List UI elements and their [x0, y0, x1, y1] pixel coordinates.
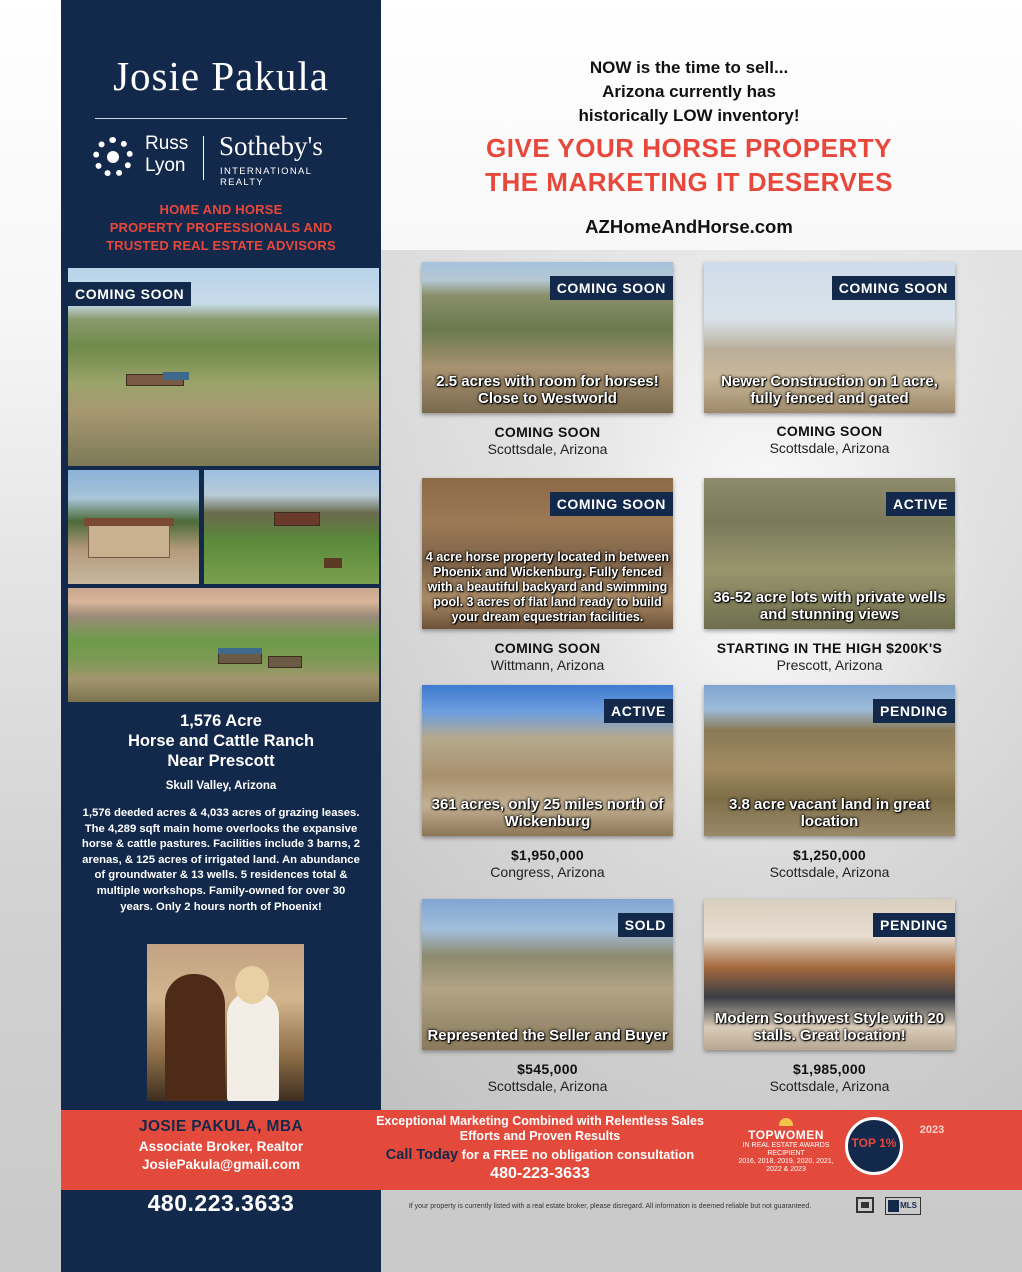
brand-russ-lyon: Russ Lyon [145, 133, 189, 176]
listing-price: $1,950,000 [510, 847, 585, 863]
status-badge: COMING SOON [550, 276, 673, 300]
listing-card-5[interactable] [422, 685, 673, 836]
equal-housing-icon [856, 1197, 874, 1213]
featured-title: 1,576 Acre Horse and Cattle Ranch Near Prescott [127, 712, 315, 770]
status-badge: ACTIVE [886, 492, 955, 516]
listing-caption: Modern Southwest Style with 20 stalls. Great location! [714, 1010, 945, 1044]
barn-roof-shape [84, 518, 174, 526]
listing-city: Prescott, Arizona [776, 657, 883, 673]
pasture-house-shape [274, 512, 320, 526]
listing-price: $1,250,000 [792, 847, 867, 863]
divider [95, 118, 347, 119]
status-badge: PENDING [873, 913, 955, 937]
featured-location: Skull Valley, Arizona [165, 780, 277, 792]
listing-city: Scottsdale, Arizona [487, 441, 608, 457]
listing-city: Scottsdale, Arizona [487, 1078, 608, 1094]
listing-city: Scottsdale, Arizona [769, 864, 890, 880]
listing-caption: 36-52 acre lots with private wells and stunning views [713, 589, 946, 623]
featured-description: 1,576 deeded acres & 4,033 acres of grazing leases. The 4,289 sqft main home overlooks the expansive horse & cattle pastures. Facilities include 3 barns, 2 arenas, & 125 acres of irrigated land. An abundance of groundwater & 13 wells. 5 residences total & multiple workshops. Family-owned for over 30 years. Only 2 hours north of Phoenix! [81, 807, 361, 913]
listing-card-6[interactable] [704, 685, 955, 836]
agent-tagline: HOME AND HORSE PROPERTY PROFESSIONALS AND TRUSTED REAL ESTATE ADVISORS [106, 202, 336, 253]
brokerage-logo [93, 131, 353, 188]
ranch-barn-photo[interactable] [68, 470, 199, 584]
sun-icon [779, 1118, 793, 1126]
listing-city: Wittmann, Arizona [490, 657, 605, 673]
listing-caption: Represented the Seller and Buyer [427, 1027, 668, 1044]
headline-main: GIVE YOUR HORSE PROPERTY THE MARKETING IT DESERVES [485, 133, 893, 197]
award-2023-badge: 2023 [919, 1124, 945, 1136]
status-badge: ACTIVE [604, 699, 673, 723]
featured-ranch-photo[interactable] [68, 268, 379, 466]
listing-caption: 3.8 acre vacant land in great location [729, 796, 930, 830]
agent-photo [147, 944, 304, 1101]
top-1-percent-seal-icon: TOP 1% [845, 1117, 903, 1175]
footer-agent-title: Associate Broker, Realtor [138, 1139, 304, 1154]
footer-agent-name: JOSIE PAKULA, MBA [138, 1118, 304, 1135]
listing-status: COMING SOON [494, 640, 601, 656]
listing-card-1[interactable] [422, 262, 673, 413]
listing-status: COMING SOON [494, 424, 601, 440]
agent-name: Josie Pakula [113, 53, 329, 99]
ranch-pasture-photo[interactable] [204, 470, 379, 584]
agent-head-shape [235, 966, 269, 1004]
footer-cta: Call Today for a FREE no obligation consultation [385, 1147, 695, 1163]
status-badge: COMING SOON [550, 492, 673, 516]
listing-price: $545,000 [517, 1061, 578, 1077]
agent-horse-shape [165, 974, 225, 1101]
featured-status-badge: COMING SOON [68, 282, 191, 306]
listing-city: Scottsdale, Arizona [769, 440, 890, 456]
ranch-valley-photo[interactable] [68, 588, 379, 702]
listing-card-8[interactable] [704, 899, 955, 1050]
barn-shape [88, 524, 170, 558]
agent-person-shape [227, 992, 279, 1101]
status-badge: PENDING [873, 699, 955, 723]
horse-shape [324, 558, 342, 568]
valley-house-shape-2 [268, 656, 302, 668]
listing-status: COMING SOON [776, 423, 883, 439]
headline-intro: NOW is the time to sell... Arizona currently has historically LOW inventory! [578, 58, 800, 125]
footer-phone[interactable]: 480-223-3633 [490, 1165, 590, 1182]
listing-caption: 361 acres, only 25 miles north of Wickenburg [431, 796, 664, 830]
listing-caption: 4 acre horse property located in between Phoenix and Wickenburg. Fully fenced with a beautiful backyard and swimming pool. 3 acres of flat land ready to build your dream equestrian facilities. [425, 550, 670, 624]
agent-phone[interactable]: 480.223.3633 [147, 1190, 295, 1216]
status-badge: SOLD [618, 913, 673, 937]
footer-pitch: Exceptional Marketing Combined with Relentless Sales Efforts and Proven Results Call Today for a FREE no obligation consultation 480-223-3633 [360, 1114, 720, 1183]
valley-roof-shape [218, 648, 262, 654]
status-badge: COMING SOON [832, 276, 955, 300]
brand-divider [203, 136, 204, 180]
russ-lyon-emblem-icon [93, 137, 133, 177]
listing-price: $1,985,000 [792, 1061, 867, 1077]
listing-caption: 2.5 acres with room for horses! Close to Westworld [436, 373, 659, 407]
footer-contact [61, 1110, 381, 1190]
listing-card-2[interactable] [704, 262, 955, 413]
brand-international: INTERNATIONAL REALTY [220, 166, 312, 188]
topwomen-award: TOPWOMEN IN REAL ESTATE AWARDS RECIPIENT 2016, 2018, 2019, 2020, 2021, 2022 & 2023 [736, 1118, 836, 1174]
disclaimer: If your property is currently listed with a real estate broker, please disregard. All information is deemed reliable but not guaranteed. [408, 1203, 812, 1210]
ranch-roof-shape [163, 372, 189, 380]
brand-sothebys: Sotheby's [219, 131, 323, 161]
listing-caption: Newer Construction on 1 acre, fully fenced and gated [721, 373, 938, 407]
listing-status: STARTING IN THE HIGH $200K'S [716, 640, 943, 656]
listing-city: Scottsdale, Arizona [769, 1078, 890, 1094]
mls-logo-icon: MLS [885, 1197, 921, 1215]
website-link[interactable]: AZHomeAndHorse.com [585, 216, 793, 237]
listing-city: Congress, Arizona [490, 864, 605, 880]
listing-card-4[interactable] [704, 478, 955, 629]
footer-email-link[interactable]: JosiePakula@gmail.com [142, 1157, 300, 1172]
listing-card-3[interactable] [422, 478, 673, 629]
listing-card-7[interactable] [422, 899, 673, 1050]
